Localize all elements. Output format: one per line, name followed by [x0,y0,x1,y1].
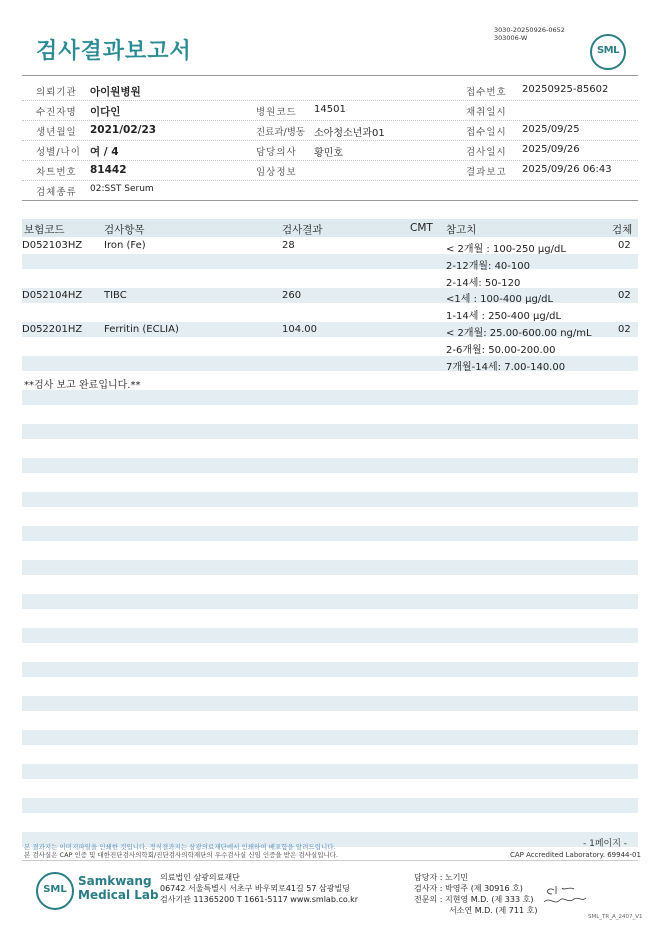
clinical-label: 임상정보 [256,167,297,178]
col-item: 검사항목 [104,224,145,236]
row-stripe [22,798,638,813]
receipt-date-value: 2025/09/25 [522,124,580,135]
logo-text: SML [596,45,620,56]
sex-age-value: 여 / 4 [90,146,119,158]
sml-logo-icon [36,872,74,910]
doctor-label: 담당의사 [256,147,297,158]
birth-label: 생년월일 [36,127,77,138]
reference-range: 2-6개월: 50.00-200.00 [446,345,556,356]
reference-range: < 2개월: 25.00-600.00 ng/mL [446,328,592,339]
test-item: Iron (Fe) [104,240,146,251]
receipt-date-label: 접수일시 [466,127,507,138]
exam-date-label: 검사일시 [466,147,507,158]
cap-accreditation: CAP Accredited Laboratory. 69944-01 [510,851,641,859]
complete-note: **검사 보고 완료입니다.** [24,380,141,391]
signature-icon [540,882,588,908]
col-result: 검사결과 [282,224,323,236]
chart-no-value: 81442 [90,164,127,176]
row-stripe [22,594,638,609]
specimen-code: 02 [618,290,631,301]
row-stripe [22,526,638,541]
divider [22,860,638,861]
org-name: 의료법인 삼광의료재단 [160,873,240,882]
staff-tester: 검사자 : 박영주 (제 30916 호) [414,884,523,893]
sml-logo-icon [590,34,626,70]
birth-value: 2021/02/23 [90,124,157,136]
form-code: SML_TR_A_2407_V1 [588,914,643,920]
reference-range: 7개월-14세: 7.00-140.00 [446,362,566,373]
doc-number-1: 3030-20250926-0652 [494,26,565,34]
col-ref: 참고치 [446,224,477,236]
hospital-code-label: 병원코드 [256,107,297,118]
row-stripe [22,424,638,439]
org-info [160,872,358,905]
specimen-label: 검체종류 [36,187,77,198]
info-row-5 [22,160,638,181]
info-row-6 [22,180,638,201]
examinee-label: 수진자명 [36,107,77,118]
col-specimen: 검체 [612,224,633,236]
staff-info [414,872,537,916]
report-value: 2025/09/26 06:43 [522,164,612,175]
dept-value: 소아청소년과01 [314,128,385,139]
page-number: - 1페이지 - [583,839,628,849]
insurance-code: D052104HZ [22,290,83,301]
report-label: 결과보고 [466,167,507,178]
org-contact: 검사기관 11365200 T 1661-5117 www.smlab.co.kr [160,895,359,904]
row-stripe [22,458,638,473]
examinee-value: 이다인 [90,106,121,118]
test-result: 104.00 [282,324,317,335]
staff-manager: 담당자 : 노기민 [414,873,469,882]
staff-specialist-1: 전문의 : 지현영 M.D. (제 333 호) [414,895,534,904]
row-stripe [22,662,638,677]
notice-cap: 본 검사실은 CAP 인증 및 대한진단검사의학회/진단검사의학재단의 우수검사실 신임 인증을 받은 검사실입니다. [24,851,339,859]
document-number [494,26,565,42]
brand-name [78,874,159,902]
sex-age-label: 성별/나이 [36,147,81,158]
brand-line-1: Samkwang [78,874,152,888]
row-stripe [22,254,638,269]
specimen-value: 02:SST Serum [90,184,154,194]
exam-date-value: 2025/09/26 [522,144,580,155]
reference-range: < 2개월 : 100-250 µg/dL [446,244,566,255]
reference-range: 2-14세: 50-120 [446,278,521,289]
row-stripe [22,560,638,575]
reference-range: 1-14세 : 250-400 µg/dL [446,311,562,322]
receipt-no-label: 접수번호 [466,87,507,98]
doctor-value: 황민호 [314,148,343,159]
test-result: 28 [282,240,295,251]
test-result: 260 [282,290,302,301]
row-stripe [22,696,638,711]
doc-number-2: 303006-W [494,34,528,42]
divider [22,75,638,76]
info-row-2 [22,100,638,121]
notice-image-copy: 본 결과지는 이미지파일을 인쇄한 것입니다. 정식결과지는 삼광의료재단에서 인쇄하여 배포함을 알려드립니다. [24,843,336,851]
insurance-code: D052103HZ [22,240,83,251]
info-row-3 [22,120,638,141]
staff-specialist-2: 서소연 M.D. (제 711 호) [449,906,538,915]
test-item: TIBC [104,290,127,301]
hospital-code-value: 14501 [314,104,346,115]
brand-line-2: Medical Lab [78,888,159,902]
row-stripe [22,492,638,507]
info-row-4 [22,140,638,161]
row-stripe [22,628,638,643]
specimen-code: 02 [618,324,631,335]
requester-label: 의뢰기관 [36,87,77,98]
org-address: 06742 서울특별시 서초구 바우뫼로41길 57 삼광빌딩 [160,884,350,893]
collect-date-label: 채취일시 [466,107,507,118]
reference-range: 2-12개월: 40-100 [446,261,530,272]
col-code: 보험코드 [24,224,65,236]
chart-no-label: 차트번호 [36,167,77,178]
col-cmt: CMT [410,222,433,234]
row-stripe [22,390,638,405]
reference-range: <1세 : 100-400 µg/dL [446,294,554,305]
specimen-code: 02 [618,240,631,251]
dept-label: 진료과/병동 [256,127,306,138]
receipt-no-value: 20250925-85602 [522,84,609,95]
report-title: 검사결과보고서 [36,39,192,64]
insurance-code: D052201HZ [22,324,83,335]
logo-text: SML [43,884,67,895]
requester-value: 아이원병원 [90,86,141,98]
table-header [22,219,638,237]
info-row-1 [22,80,638,101]
row-stripe [22,764,638,779]
test-item: Ferritin (ECLIA) [104,324,179,335]
row-stripe [22,730,638,745]
